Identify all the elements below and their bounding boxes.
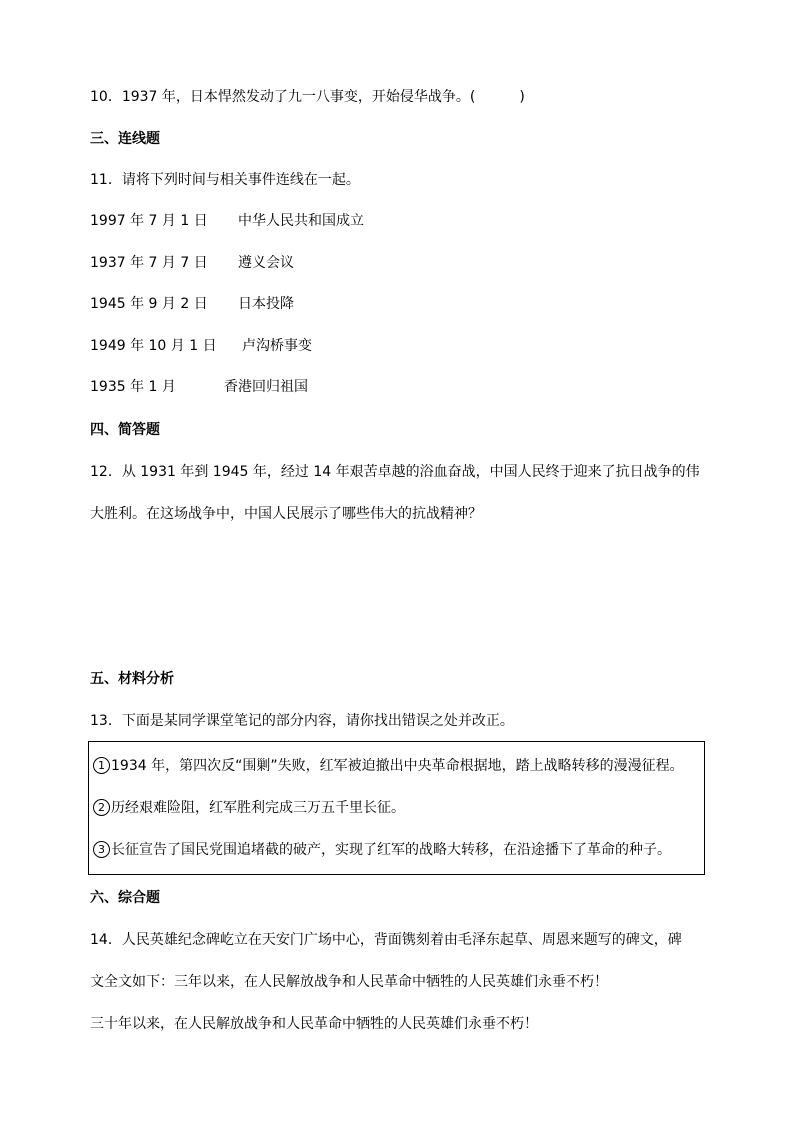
question-14-line-1: 14．人民英雄纪念碑屹立在天安门广场中心，背面镌刻着由毛泽东起草、周恩来题写的碑文，碑 <box>90 932 682 948</box>
question-11-prompt: 11．请将下列时间与相关事件连线在一起。 <box>90 172 360 188</box>
matching-row <box>90 211 364 231</box>
note-text: 长征宣告了国民党围追堵截的破产，实现了红军的战略大转移，在沿途播下了革命的种子。 <box>111 842 671 858</box>
question-14-line-3: 三十年以来，在人民解放战争和人民革命中牺牲的人民英雄们永垂不朽！ <box>90 1016 538 1032</box>
matching-event: 中华人民共和国成立 <box>238 213 364 229</box>
section-3-title: 三、连线题 <box>90 131 160 147</box>
section-4-title: 四、简答题 <box>90 422 160 438</box>
matching-date: 1937 年 7 月 7 日 <box>90 255 208 271</box>
section-5-title: 五、材料分析 <box>90 671 174 687</box>
matching-event: 日本投降 <box>238 296 294 312</box>
question-10-close-paren: ) <box>519 89 525 105</box>
matching-date: 1949 年 10 月 1 日 <box>90 338 217 354</box>
note-item <box>93 840 671 860</box>
circled-number: 2 <box>93 799 110 816</box>
section-6-title: 六、综合题 <box>90 890 160 906</box>
matching-event: 遵义会议 <box>238 255 294 271</box>
matching-row <box>90 336 312 356</box>
circled-number: 3 <box>93 841 110 858</box>
class-notes-box <box>88 741 705 875</box>
matching-event: 卢沟桥事变 <box>242 338 312 354</box>
circled-number: 1 <box>93 757 110 774</box>
matching-date: 1945 年 9 月 2 日 <box>90 296 208 312</box>
matching-event: 香港回归祖国 <box>224 379 308 395</box>
question-12-line-2: 大胜利。在这场战争中，中国人民展示了哪些伟大的抗战精神？ <box>90 506 482 522</box>
note-text: 历经艰难险阻，红军胜利完成三万五千里长征。 <box>111 800 405 816</box>
matching-date: 1997 年 7 月 1 日 <box>90 213 208 229</box>
matching-row <box>90 253 294 273</box>
matching-date: 1935 年 1 月 <box>90 379 176 395</box>
question-13-prompt: 13．下面是某同学课堂笔记的部分内容，请你找出错误之处并改正。 <box>90 713 514 729</box>
note-text: 1934 年，第四次反“围剿”失败，红军被迫撤出中央革命根据地，踏上战略转移的漫漫征程。 <box>111 758 684 774</box>
question-12-line-1: 12．从 1931 年到 1945 年，经过 14 年艰苦卓越的浴血奋战，中国人民终于迎来了抗日战争的伟 <box>90 464 700 480</box>
matching-row <box>90 294 294 314</box>
note-item <box>93 798 405 818</box>
question-10-text: 10．1937 年，日本悍然发动了九一八事变，开始侵华战争。( <box>90 89 476 105</box>
note-item <box>93 756 684 776</box>
matching-row <box>90 377 308 397</box>
question-14-line-2: 文全文如下：三年以来，在人民解放战争和人民革命中牺牲的人民英雄们永垂不朽！ <box>90 974 608 990</box>
question-10 <box>90 87 525 107</box>
